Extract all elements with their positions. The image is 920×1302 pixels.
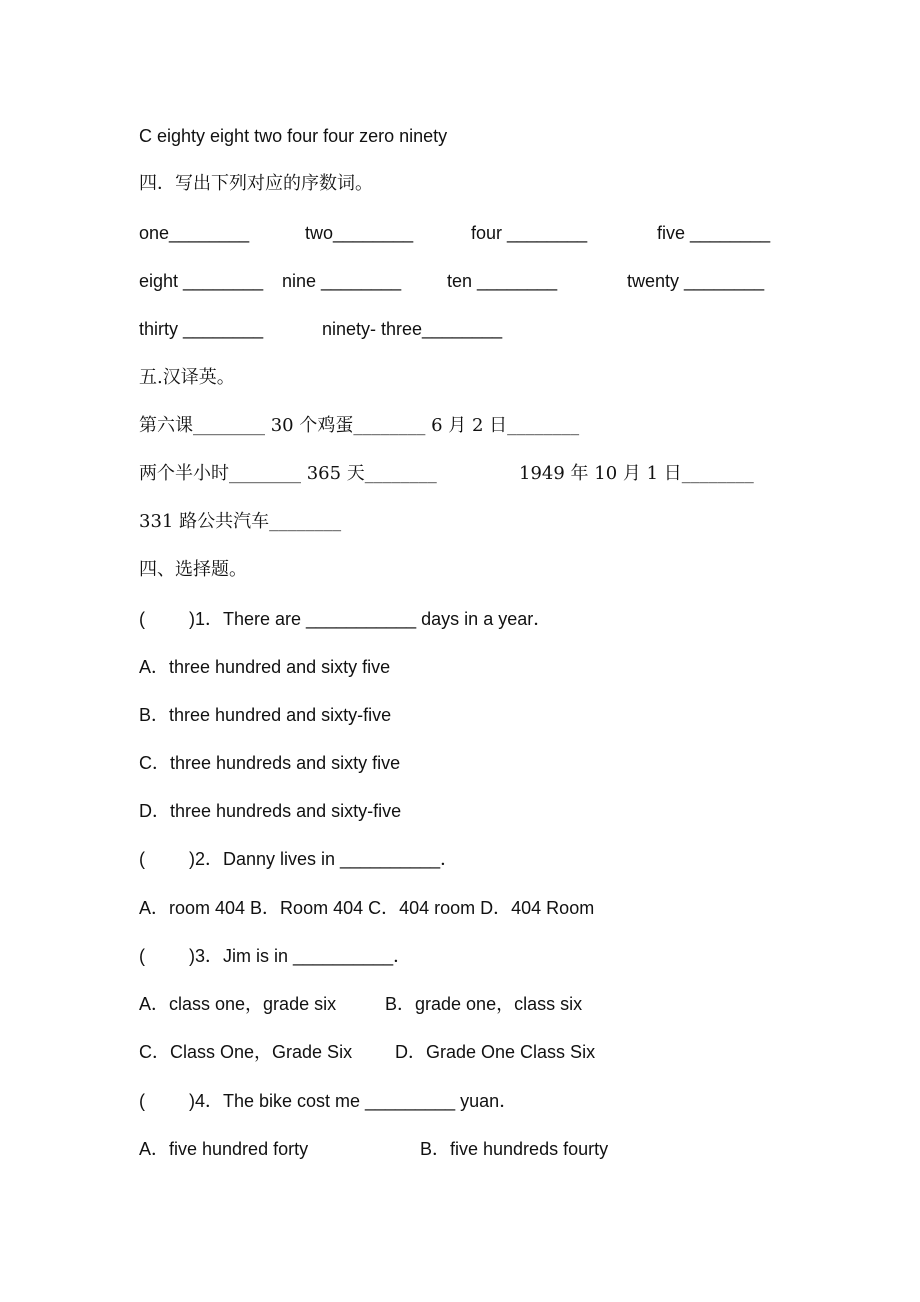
option: B．grade one，class six: [385, 994, 583, 1014]
blank-item: ninety- three________: [322, 319, 503, 339]
option: B．five hundreds fourty: [420, 1139, 609, 1159]
question-text: )2．Danny lives in __________．: [189, 849, 459, 869]
option: A．five hundred forty: [139, 1139, 309, 1159]
option: C．Class One，Grade Six: [139, 1042, 353, 1062]
question-text: )4．The bike cost me _________ yuan．: [189, 1091, 518, 1111]
question-1: [139, 606, 552, 632]
option: A．class one，grade six: [139, 994, 337, 1014]
options-row: [139, 991, 583, 1017]
answer-paren: (: [139, 609, 145, 629]
options-row: [139, 1136, 609, 1162]
ordinals-row-1: [139, 220, 771, 246]
ordinals-row-3: [139, 316, 503, 342]
question-3: [139, 943, 412, 969]
option: D．three hundreds and sixty-five: [139, 801, 402, 821]
options-row: A．room 404 B．Room 404 C．404 room D．404 Room: [139, 898, 595, 918]
blank-item: ten ________: [447, 271, 558, 291]
option: C．three hundreds and sixty five: [139, 753, 401, 773]
blank-item: twenty ________: [627, 271, 765, 291]
blank-item: nine ________: [282, 271, 402, 291]
question-text: )1．There are ___________ days in a year．: [189, 609, 552, 629]
option: A．three hundred and sixty five: [139, 657, 391, 677]
options-row: [139, 1039, 596, 1065]
blank-item: two________: [305, 223, 414, 243]
blank-item: one________: [139, 223, 250, 243]
answer-paren: (: [139, 1091, 145, 1111]
blank-item: 1949 年 10 月 1 日________: [519, 463, 754, 484]
translate-row-2: [139, 461, 754, 487]
blank-item: thirty ________: [139, 319, 264, 339]
translate-row-3: 331 路公共汽车________: [139, 511, 342, 532]
section4-title: 四．写出下列对应的序数词。: [139, 173, 373, 194]
blank-item: eight ________: [139, 271, 264, 291]
translate-row-1: 第六课________ 30 个鸡蛋________ 6 月 2 日________: [139, 415, 580, 436]
section5-title: 五.汉译英。: [139, 367, 235, 388]
option: B．three hundred and sixty-five: [139, 705, 392, 725]
question-text: )3．Jim is in __________．: [189, 946, 412, 966]
question-4: [139, 1088, 518, 1114]
blank-item: five ________: [657, 223, 771, 243]
line-c: C eighty eight two four four zero ninety: [139, 126, 448, 146]
blank-item: four ________: [471, 223, 588, 243]
question-2: [139, 846, 459, 872]
ordinals-row-2: [139, 268, 765, 294]
choice-title: 四、选择题。: [139, 559, 247, 580]
answer-paren: (: [139, 946, 145, 966]
answer-paren: (: [139, 849, 145, 869]
blank-item: 两个半小时________ 365 天________: [139, 463, 437, 484]
option: D．Grade One Class Six: [395, 1042, 596, 1062]
